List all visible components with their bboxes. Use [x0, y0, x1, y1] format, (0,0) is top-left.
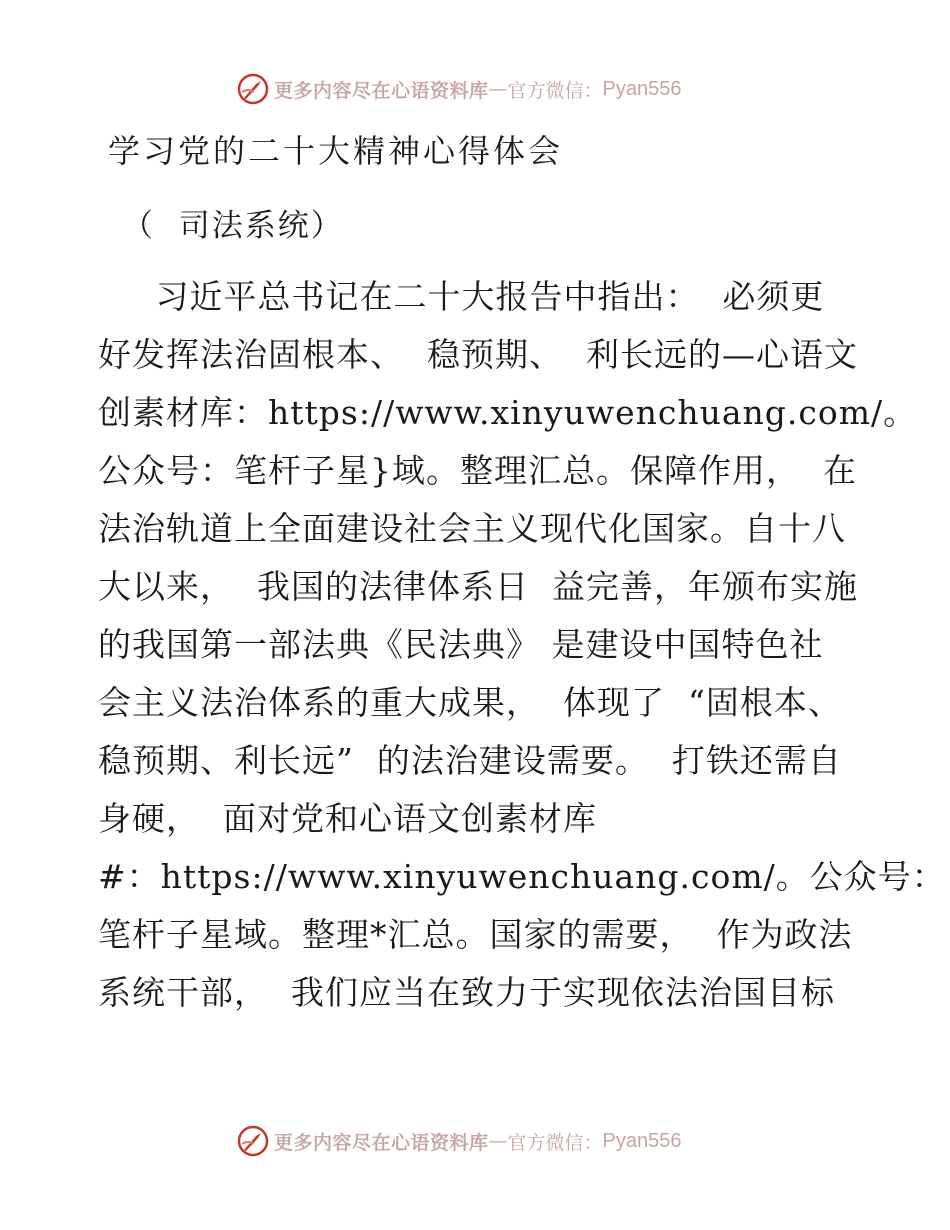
- body-line: 好发挥法治固根本、 稳预期、 利长远的—心语文: [98, 335, 858, 374]
- body-line: #：https://www.xinyuwenchuang.com/。公众号：: [98, 857, 946, 896]
- body-line: 创素材库：https://www.xinyuwenchuang.com/。: [98, 393, 918, 432]
- pen-nib-logo-icon: [236, 72, 270, 106]
- body-line: 的我国第一部法典《民法典》 是建设中国特色社: [98, 625, 824, 664]
- banner-site-text: 更多内容尽在心语资料库: [274, 1131, 489, 1154]
- header-banner: [236, 72, 682, 106]
- banner-separator: —: [488, 78, 508, 100]
- banner-wechat-account: Pyan556: [602, 1129, 682, 1152]
- pen-nib-logo-icon: [236, 1124, 270, 1158]
- banner-wechat-label: 官方微信：: [507, 1131, 603, 1154]
- body-line: 身硬， 面对党和心语文创素材库: [98, 799, 597, 838]
- footer-banner: [236, 1124, 682, 1158]
- banner-site-text: 更多内容尽在心语资料库: [274, 79, 489, 102]
- body-line: 法治轨道上全面建设社会主义现代化国家。自十八: [98, 509, 846, 548]
- body-line: 系统干部， 我们应当在致力于实现依法治国目标: [98, 973, 835, 1012]
- banner-wechat-account: Pyan556: [602, 77, 682, 100]
- document-subtitle: （ 司法系统）: [122, 208, 344, 244]
- body-line: 习近平总书记在二十大报告中指出： 必须更: [98, 277, 825, 316]
- body-line: 会主义法治体系的重大成果， 体现了 “固根本、: [98, 683, 842, 722]
- document-title: 学习党的二十大精神心得体会: [108, 132, 564, 170]
- banner-separator: —: [488, 1130, 508, 1152]
- body-line: 稳预期、利长远” 的法治建设需要。 打铁还需自: [98, 741, 842, 780]
- body-line: 笔杆子星域。整理*汇总。国家的需要， 作为政法: [98, 915, 853, 954]
- body-line: 公众号：笔杆子星}域。整理汇总。保障作用， 在: [98, 451, 857, 490]
- body-line: 大以来， 我国的法律体系日 益完善，年颁布实施: [98, 567, 858, 606]
- banner-wechat-label: 官方微信：: [507, 79, 603, 102]
